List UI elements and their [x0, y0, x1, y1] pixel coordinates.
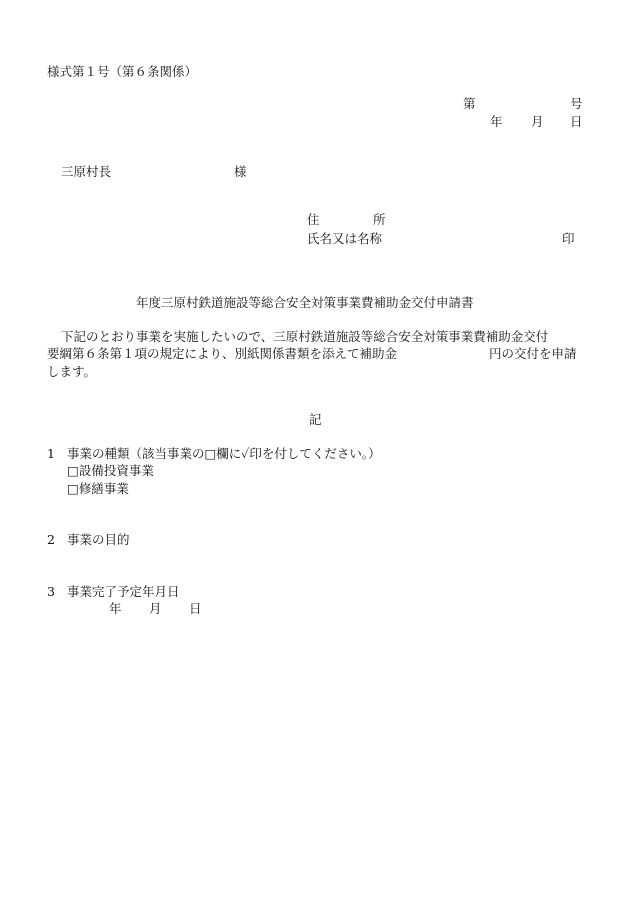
addressee-name: 三原村長 — [61, 164, 112, 179]
body-line-2b: 円の交付を申請 — [489, 346, 577, 361]
form-number: 様式第１号（第６条関係） — [47, 64, 198, 79]
doc-number-suffix: 号 — [570, 96, 583, 111]
item1-text: 事業の種類（該当事業の□欄に✓印を付してください。） — [67, 446, 381, 461]
checkbox-icon[interactable]: □ — [67, 463, 79, 478]
body-line-3: します。 — [47, 364, 97, 379]
item3-year-label: 年 — [109, 601, 122, 616]
item1-number: 1 — [47, 446, 55, 461]
option-repair[interactable] — [67, 483, 129, 496]
date-day-label: 日 — [570, 114, 583, 129]
item2-number: 2 — [47, 532, 55, 547]
address-label-1: 住 — [307, 212, 320, 227]
addressee-honorific: 様 — [234, 164, 247, 179]
address-label-2: 所 — [373, 212, 386, 227]
date-month-label: 月 — [531, 114, 544, 129]
option-label: 修繕事業 — [78, 481, 129, 496]
item3-day-label: 日 — [189, 601, 202, 616]
option-capital-investment[interactable] — [67, 465, 154, 478]
applicant-name-label: 氏名又は名称 — [307, 231, 383, 246]
checkbox-icon[interactable]: □ — [67, 481, 79, 496]
item2-text: 事業の目的 — [67, 532, 130, 547]
date-year-label: 年 — [490, 114, 503, 129]
option-label: 設備投資事業 — [78, 463, 154, 478]
doc-number-prefix: 第 — [463, 96, 476, 111]
ki-heading: 記 — [309, 412, 322, 427]
item3-month-label: 月 — [149, 601, 162, 616]
seal-mark: 印 — [562, 231, 575, 246]
item3-text: 事業完了予定年月日 — [67, 584, 180, 599]
document-title: 年度三原村鉄道施設等総合安全対策事業費補助金交付申請書 — [136, 295, 474, 310]
body-line-2a: 要綱第６条第１項の規定により、別紙関係書類を添えて補助金 — [47, 346, 398, 361]
body-line-1: 下記のとおり事業を実施したいので、三原村鉄道施設等総合安全対策事業費補助金交付 — [61, 329, 549, 344]
item3-number: 3 — [47, 584, 55, 599]
